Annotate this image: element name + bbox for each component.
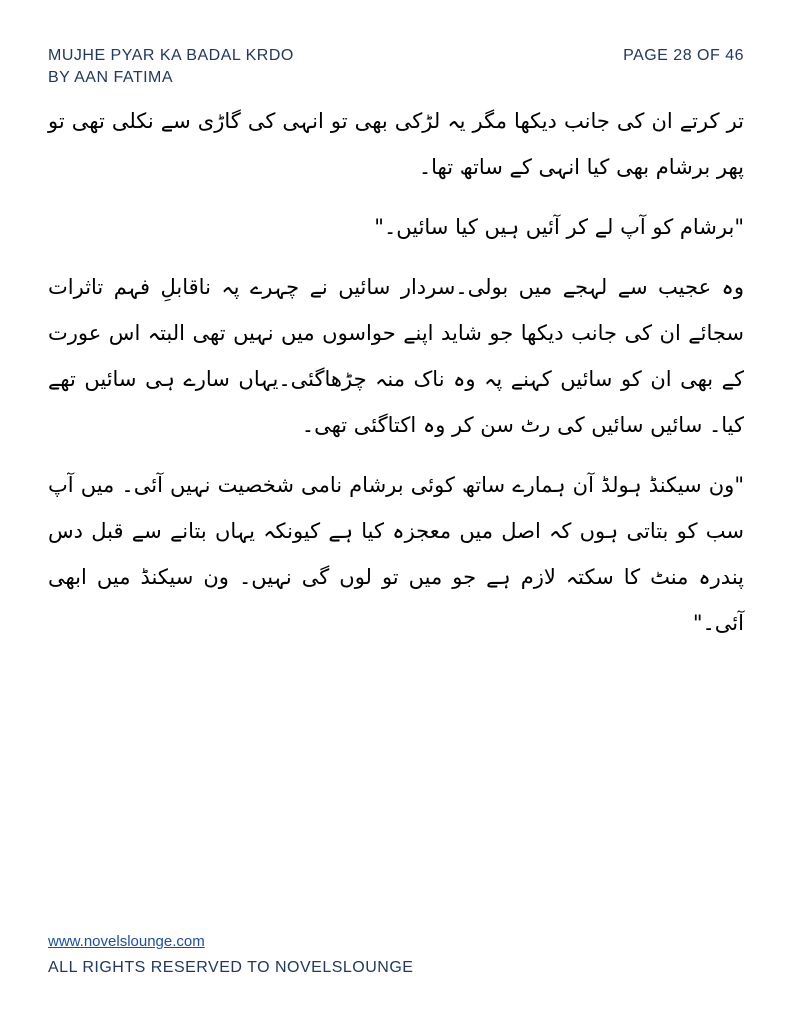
copyright-notice: ALL RIGHTS RESERVED TO NOVELSLOUNGE [48, 959, 414, 976]
page-footer [48, 932, 413, 980]
page-header [48, 46, 744, 90]
page-number: PAGE 28 OF 46 [623, 47, 744, 64]
paragraph: تر کرتے ان کی جانب دیکھا مگر یہ لڑکی بھی تو انہی کی گاڑی سے نکلی تھی تو پھر برشام بھی کیا انہی کے ساتھ تھا۔ [48, 109, 744, 179]
story-text [48, 98, 744, 660]
author-name: BY AAN FATIMA [48, 69, 174, 86]
novel-title: MUJHE PYAR KA BADAL KRDO [48, 47, 294, 64]
paragraph: "ون سیکنڈ ہولڈ آن ہمارے ساتھ کوئی برشام نامی شخصیت نہیں آئی۔ میں آپ سب کو بتاتی ہوں کہ اصل میں معجزہ کیا ہے کیونکہ یہاں بتانے سے قبل دس پندرہ منٹ کا سکتہ لازم ہے جو میں تو لوں گی نہیں۔ ون سیکنڈ میں ابھی آئی۔" [48, 473, 744, 635]
paragraph: وہ عجیب سے لہجے میں بولی۔سردار سائیں نے چہرے پہ ناقابلِ فہم تاثرات سجائے ان کی جانب دیکھا جو شاید اپنے حواسوں میں نہیں تھی البتہ اس عورت کے بھی ان کو سائیں کہنے پہ وہ ناک منہ چڑھاگئی۔یہاں سارے ہی سائیں تھے کیا۔ سائیں سائیں کی رٹ سن کر وہ اکتاگئی تھی۔ [48, 275, 744, 437]
website-link[interactable]: www.novelslounge.com [48, 933, 205, 950]
paragraph: "برشام کو آپ لے کر آئیں ہیں کیا سائیں۔" [374, 215, 744, 239]
